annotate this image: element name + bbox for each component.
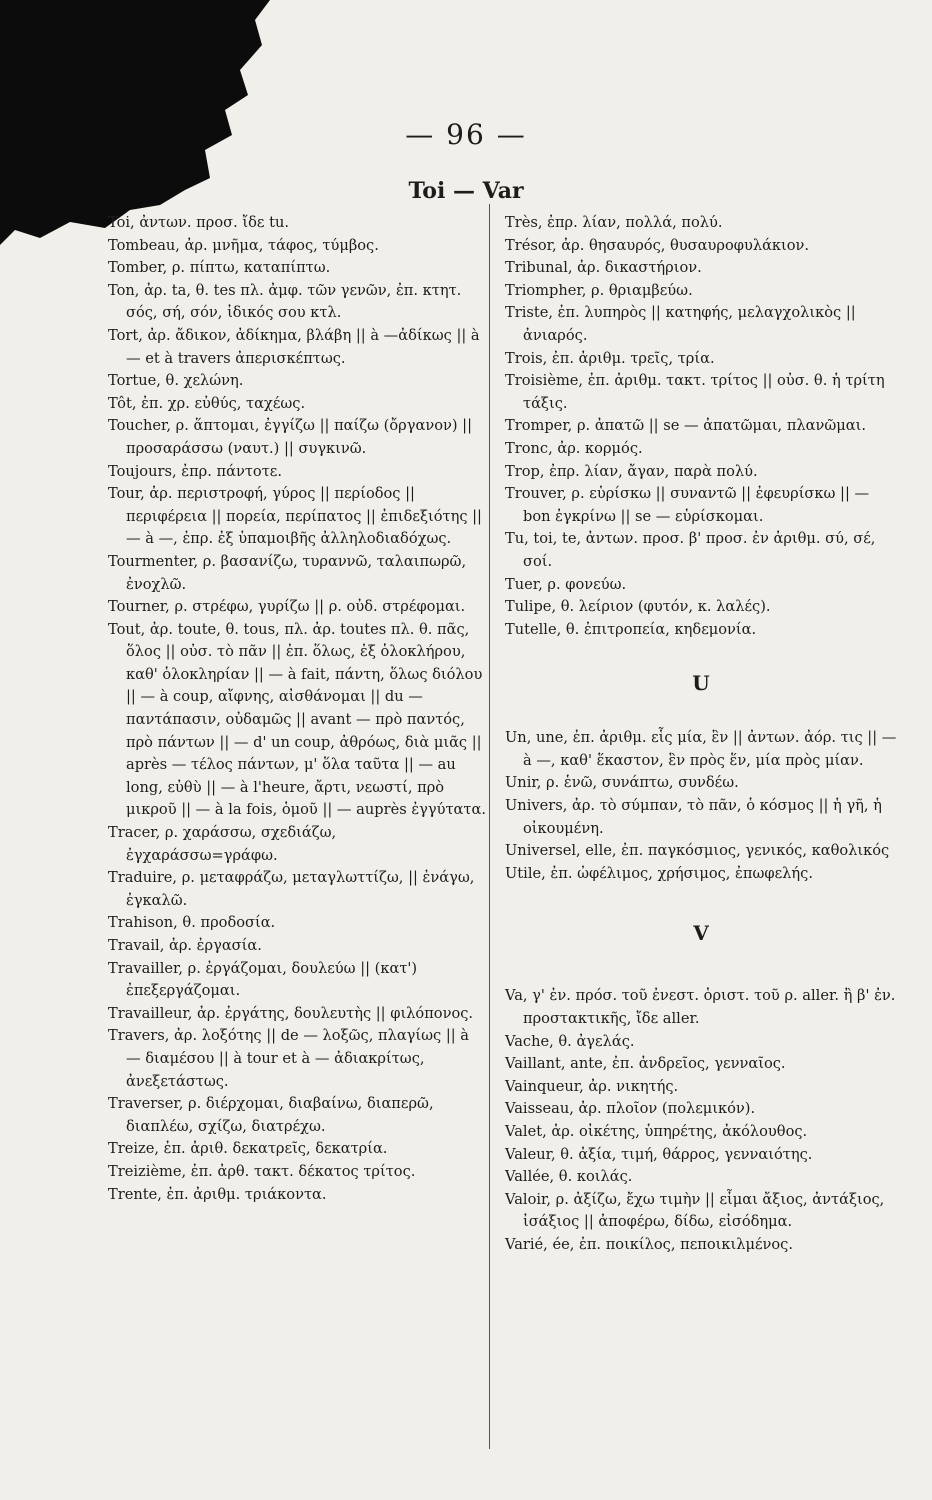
dictionary-entry: Va, γ' ἐν. πρόσ. τοῦ ἐνεστ. ὁριστ. τοῦ ρ. aller. ἢ β' ἐν. προστακτικῆς, ἴδε aller.	[505, 987, 896, 1028]
dictionary-entry: Trahison, θ. προδοσία.	[108, 914, 276, 932]
dictionary-entry: Utile, ἐπ. ὠφέλιμος, χρήσιμος, ἐπωφελής.	[505, 864, 813, 882]
column-divider	[489, 204, 490, 1449]
dictionary-entry: Universel, elle, ἐπ. παγκόσμιος, γενικός, καθολικός	[505, 842, 890, 860]
dictionary-entry: Tortue, θ. χελώνη.	[108, 372, 244, 390]
dictionary-entry: Vaisseau, ἀρ. πλοῖον (πολεμικόν).	[505, 1100, 756, 1118]
dictionary-entry: Varié, ée, ἐπ. ποικίλος, πεποικιλμένος.	[505, 1235, 793, 1253]
dictionary-entry: Triste, ἐπ. λυπηρὸς || κατηφής, μελαγχολικὸς || ἀνιαρός.	[505, 304, 856, 344]
dictionary-entry: Valoir, ρ. ἀξίζω, ἔχω τιμὴν || εἶμαι ἄξιος, ἀντάξιος, ἰσάξιος || ἀποφέρω, δίδω, εἰσόδημα.	[505, 1190, 885, 1231]
dictionary-entry: Tombeau, ἀρ. μνῆμα, τάφος, τύμβος.	[108, 236, 379, 254]
dictionary-entry: Tu, toi, te, ἀντων. προσ. β' προσ. ἐν ἀριθμ. σύ, σέ, σοί.	[505, 530, 876, 570]
dictionary-entry: Travers, ἀρ. λοξότης || de — λοξῶς, πλαγίως || à — διαμέσου || à tour et à — ἀδιακρίτως, ἀνεξετάστως.	[108, 1027, 470, 1090]
dictionary-entry: Tribunal, ἀρ. δικαστήριον.	[505, 259, 702, 277]
dictionary-entry: Tuer, ρ. φονεύω.	[505, 575, 627, 593]
dictionary-entry: Vainqueur, ἀρ. νικητής.	[505, 1077, 679, 1095]
page-number: — 96 —	[405, 118, 527, 151]
dictionary-entry: Tôt, ἐπ. χρ. εὐθύς, ταχέως.	[108, 394, 306, 412]
dictionary-entry: Travail, ἀρ. ἐργασία.	[108, 937, 262, 954]
dictionary-entry: Tomber, ρ. πίπτω, καταπίπτω.	[108, 259, 331, 277]
dictionary-entry: Traverser, ρ. διέρχομαι, διαβαίνω, διαπερῶ, διαπλέω, σχίζω, διατρέχω.	[108, 1095, 434, 1135]
dictionary-entry: Tracer, ρ. χαράσσω, σχεδιάζω, ἐγχαράσσω=γράφω.	[108, 824, 337, 864]
dictionary-entry: Tromper, ρ. ἀπατῶ || se — ἀπατῶμαι, πλανῶμαι.	[505, 417, 866, 435]
dictionary-entry: Tourner, ρ. στρέφω, γυρίζω || ρ. οὐδ. στρέφομαι.	[108, 598, 466, 616]
dictionary-entry: Trésor, ἀρ. θησαυρός, θυσαυροφυλάκιον.	[505, 236, 810, 254]
dictionary-entry: Tulipe, θ. λείριον (φυτόν, κ. λαλές).	[505, 598, 771, 616]
dictionary-entry: Traduire, ρ. μεταφράζω, μεταγλωττίζω, || ἐνάγω, ἐγκαλῶ.	[108, 869, 475, 909]
dictionary-entry: Treize, ἐπ. ἀριθ. δεκατρεῖς, δεκατρία.	[108, 1140, 388, 1158]
dictionary-entry: Treizième, ἐπ. ἀρθ. τακτ. δέκατος τρίτος.	[108, 1162, 416, 1180]
dictionary-entry: Univers, ἀρ. τὸ σύμπαν, τὸ πᾶν, ὁ κόσμος || ἡ γῆ, ἡ οἰκουμένη.	[505, 797, 882, 837]
running-head: Toi — Var	[408, 178, 524, 204]
dictionary-entry: Toi, ἀντων. προσ. ἴδε tu.	[108, 214, 289, 231]
dictionary-entry: Toucher, ρ. ἅπτομαι, ἐγγίζω || παίζω (ὄργανον) || προσαράσσω (ναυτ.) || συγκινῶ.	[108, 417, 473, 457]
section-letter-u: U	[692, 671, 710, 696]
dictionary-entry: Vallée, θ. κοιλάς.	[505, 1168, 633, 1186]
dictionary-entry: Tout, ἀρ. toute, θ. tous, πλ. ἀρ. toutes πλ. θ. πᾶς, ὅλος || οὐσ. τὸ πᾶν || ἐπ. ὅλως, ἐξ ὁλοκλήρου, καθ' ὁλοκληρίαν || — à fait, πάντη, ὅλως διόλου || — à coup, αἴφνης, αἰσθάνομαι || du — παντάπασιν, οὐδαμῶς || avant — πρὸ παντός, πρὸ πάντων || — d' un coup, ἀθρόως, διὰ μιᾶς || après — τέλος πάντων, μ' ὅλα ταῦτα || — au long, εὐθὺ || — à l'heure, ἄρτι, νεωστί, πρὸ μικροῦ || — à la fois, ὁμοῦ || — auprès ἐγγύτατα.	[108, 620, 486, 819]
dictionary-entry: Travailleur, ἀρ. ἐργάτης, δουλευτὴς || φιλόπονος.	[108, 1004, 474, 1022]
dictionary-entry: Unir, ρ. ἑνῶ, συνάπτω, συνδέω.	[505, 774, 739, 792]
dictionary-entry: Troisième, ἐπ. ἀριθμ. τακτ. τρίτος || οὐσ. θ. ἡ τρίτη τάξις.	[505, 372, 885, 412]
dictionary-entry: Trois, ἐπ. ἀριθμ. τρεῖς, τρία.	[505, 349, 715, 367]
dictionary-entry: Tourmenter, ρ. βασανίζω, τυραννῶ, ταλαιπωρῶ, ἐνοχλῶ.	[108, 552, 467, 593]
right-column	[505, 212, 897, 1257]
dictionary-entry: Trouver, ρ. εὑρίσκω || συναντῶ || ἐφευρίσκω || — bon ἐγκρίνω || se — εὑρίσκομαι.	[505, 485, 870, 525]
dictionary-entry: Un, une, ἐπ. ἀριθμ. εἷς μία, ἓν || ἀντων. ἀόρ. τις || — à —, καθ' ἕκαστον, ἓν πρὸς ἕν, μία πρὸς μίαν.	[505, 729, 897, 769]
dictionary-entry: Trop, ἐπρ. λίαν, ἄγαν, παρὰ πολύ.	[505, 462, 758, 480]
dictionary-entry: Tort, ἀρ. ἄδικον, ἀδίκημα, βλάβη || à —ἀδίκως || à — et à travers ἀπερισκέπτως.	[108, 326, 480, 367]
left-column	[108, 212, 488, 1206]
dictionary-entry: Triompher, ρ. θριαμβεύω.	[505, 281, 693, 299]
section-letter-v: V	[693, 921, 709, 946]
dictionary-entry: Tour, ἀρ. περιστροφή, γύρος || περίοδος || περιφέρεια || πορεία, περίπατος || ἐπιδεξιότης || — à —, ἐπρ. ἐξ ὑπαμοιβῆς ἀλληλοδιαδόχως.	[108, 485, 482, 548]
dictionary-entry: Valet, ἀρ. οἰκέτης, ὑπηρέτης, ἀκόλουθος.	[505, 1123, 808, 1140]
dictionary-entry: Ton, ἀρ. ta, θ. tes πλ. ἀμφ. τῶν γενῶν, ἐπ. κτητ. σός, σή, σόν, ἰδικός σου κτλ.	[108, 281, 462, 322]
dictionary-entry: Vache, θ. ἀγελάς.	[505, 1032, 635, 1050]
dictionary-entry: Toujours, ἐπρ. πάντοτε.	[108, 462, 282, 480]
dictionary-entry: Travailler, ρ. ἐργάζομαι, δουλεύω || (κατ') ἐπεξεργάζομαι.	[108, 959, 418, 1000]
dictionary-entry: Trente, ἐπ. ἀριθμ. τριάκοντα.	[108, 1185, 327, 1203]
dictionary-entry: Tutelle, θ. ἐπιτροπεία, κηδεμονία.	[505, 620, 757, 638]
dictionary-entry: Très, ἐπρ. λίαν, πολλά, πολύ.	[505, 214, 723, 231]
dictionary-entry: Vaillant, ante, ἐπ. ἀνδρεῖος, γενναῖος.	[505, 1055, 786, 1073]
dictionary-entry: Tronc, ἀρ. κορμός.	[505, 439, 643, 457]
dictionary-entry: Valeur, θ. ἀξία, τιμή, θάρρος, γενναιότης.	[505, 1145, 813, 1163]
